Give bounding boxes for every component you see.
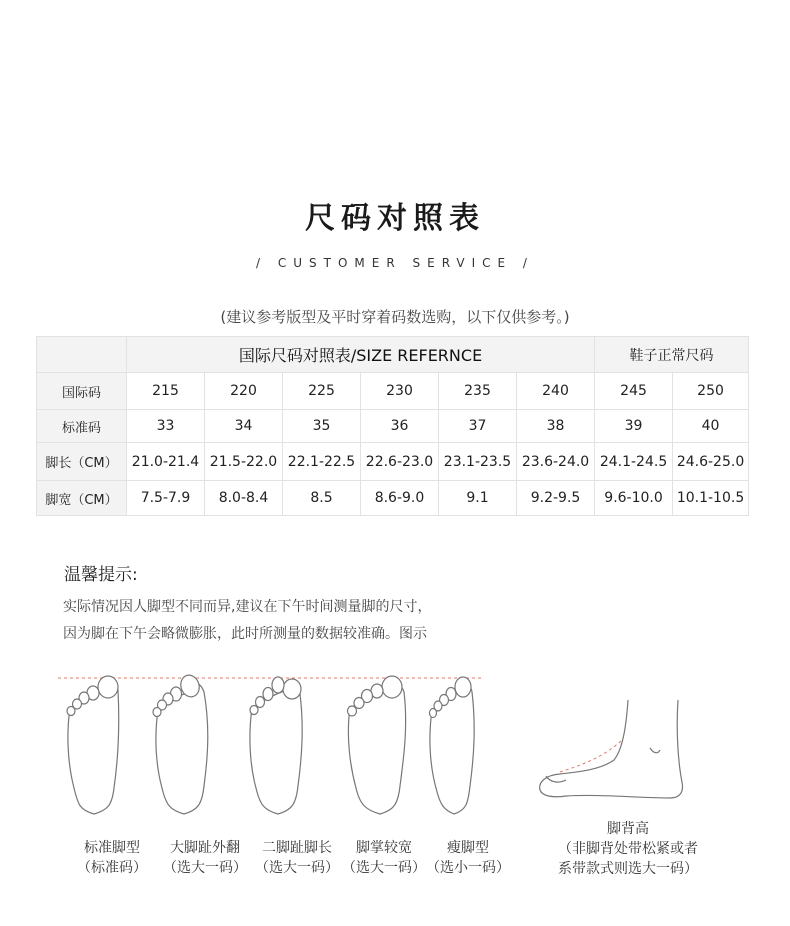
table-cell: 21.5-22.0 xyxy=(205,443,283,481)
table-cell: 10.1-10.5 xyxy=(673,481,749,516)
page-title: 尺码对照表 xyxy=(305,201,485,236)
table-cell: 8.6-9.0 xyxy=(361,481,439,516)
table-header-side: 鞋子正常尺码 xyxy=(595,337,749,373)
reference-note: (建议参考版型及平时穿着码数选购，以下仅供参考。) xyxy=(220,308,570,326)
table-cell: 24.6-25.0 xyxy=(673,443,749,481)
foot-type-name: 二脚趾脚长 xyxy=(262,840,332,856)
tips-line: 因为脚在下午会略微膨胀，此时所测量的数据较准确。图示 xyxy=(63,626,427,642)
tips-title: 温馨提示: xyxy=(64,565,138,585)
table-cell: 34 xyxy=(205,410,283,443)
header-corner xyxy=(37,337,127,373)
table-header-row xyxy=(37,337,749,373)
table-cell: 225 xyxy=(283,373,361,410)
foot-type-advice: （选大一码） xyxy=(255,860,339,876)
table-cell: 22.1-22.5 xyxy=(283,443,361,481)
foot-type-name: 大脚趾外翻 xyxy=(170,840,240,856)
instep-guide-line xyxy=(560,740,622,772)
table-cell: 23.1-23.5 xyxy=(439,443,517,481)
table-cell: 230 xyxy=(361,373,439,410)
bunion-foot-icon xyxy=(153,673,208,814)
table-cell: 40 xyxy=(673,410,749,443)
table-cell: 9.1 xyxy=(439,481,517,516)
standard-foot-icon xyxy=(67,676,119,814)
table-cell: 39 xyxy=(595,410,673,443)
row-label: 脚长（CM） xyxy=(37,443,127,481)
size-table xyxy=(36,336,749,516)
foot-type-advice: （标准码） xyxy=(77,860,147,876)
row-label: 国际码 xyxy=(37,373,127,410)
foot-type-name: 脚掌较宽 xyxy=(356,840,412,856)
table-cell: 35 xyxy=(283,410,361,443)
slim-foot-icon xyxy=(430,677,475,814)
table-cell: 8.0-8.4 xyxy=(205,481,283,516)
table-cell: 9.2-9.5 xyxy=(517,481,595,516)
foot-type-advice: （选小一码） xyxy=(426,860,510,876)
table-cell: 215 xyxy=(127,373,205,410)
instep-advice-line: （非脚背处带松紧或者 xyxy=(558,841,698,857)
table-cell: 38 xyxy=(517,410,595,443)
table-row xyxy=(37,443,749,481)
table-cell: 245 xyxy=(595,373,673,410)
table-row xyxy=(37,410,749,443)
instep-name: 脚背高 xyxy=(607,821,649,837)
table-cell: 23.6-24.0 xyxy=(517,443,595,481)
table-cell: 250 xyxy=(673,373,749,410)
tips-line: 实际情况因人脚型不同而异,建议在下午时间测量脚的尺寸， xyxy=(63,599,432,615)
instep-advice-line: 系带款式则选大一码） xyxy=(558,861,698,877)
row-label: 标准码 xyxy=(37,410,127,443)
table-cell: 36 xyxy=(361,410,439,443)
table-cell: 235 xyxy=(439,373,517,410)
table-row xyxy=(37,373,749,410)
long-second-toe-foot-icon xyxy=(250,677,302,814)
table-cell: 37 xyxy=(439,410,517,443)
table-header-main: 国际尺码对照表/SIZE REFERNCE xyxy=(127,337,595,373)
table-cell: 8.5 xyxy=(283,481,361,516)
foot-type-name: 瘦脚型 xyxy=(447,840,489,856)
foot-type-advice: （选大一码） xyxy=(342,860,426,876)
table-cell: 22.6-23.0 xyxy=(361,443,439,481)
table-row xyxy=(37,481,749,516)
table-cell: 24.1-24.5 xyxy=(595,443,673,481)
table-cell: 7.5-7.9 xyxy=(127,481,205,516)
table-cell: 220 xyxy=(205,373,283,410)
table-cell: 21.0-21.4 xyxy=(127,443,205,481)
row-label: 脚宽（CM） xyxy=(37,481,127,516)
foot-type-illustrations xyxy=(0,660,790,830)
subtitle: / CUSTOMER SERVICE / xyxy=(256,256,534,270)
table-cell: 33 xyxy=(127,410,205,443)
wide-foot-icon xyxy=(348,676,406,814)
foot-type-advice: （选大一码） xyxy=(163,860,247,876)
table-cell: 9.6-10.0 xyxy=(595,481,673,516)
table-cell: 240 xyxy=(517,373,595,410)
foot-type-name: 标准脚型 xyxy=(84,840,140,856)
